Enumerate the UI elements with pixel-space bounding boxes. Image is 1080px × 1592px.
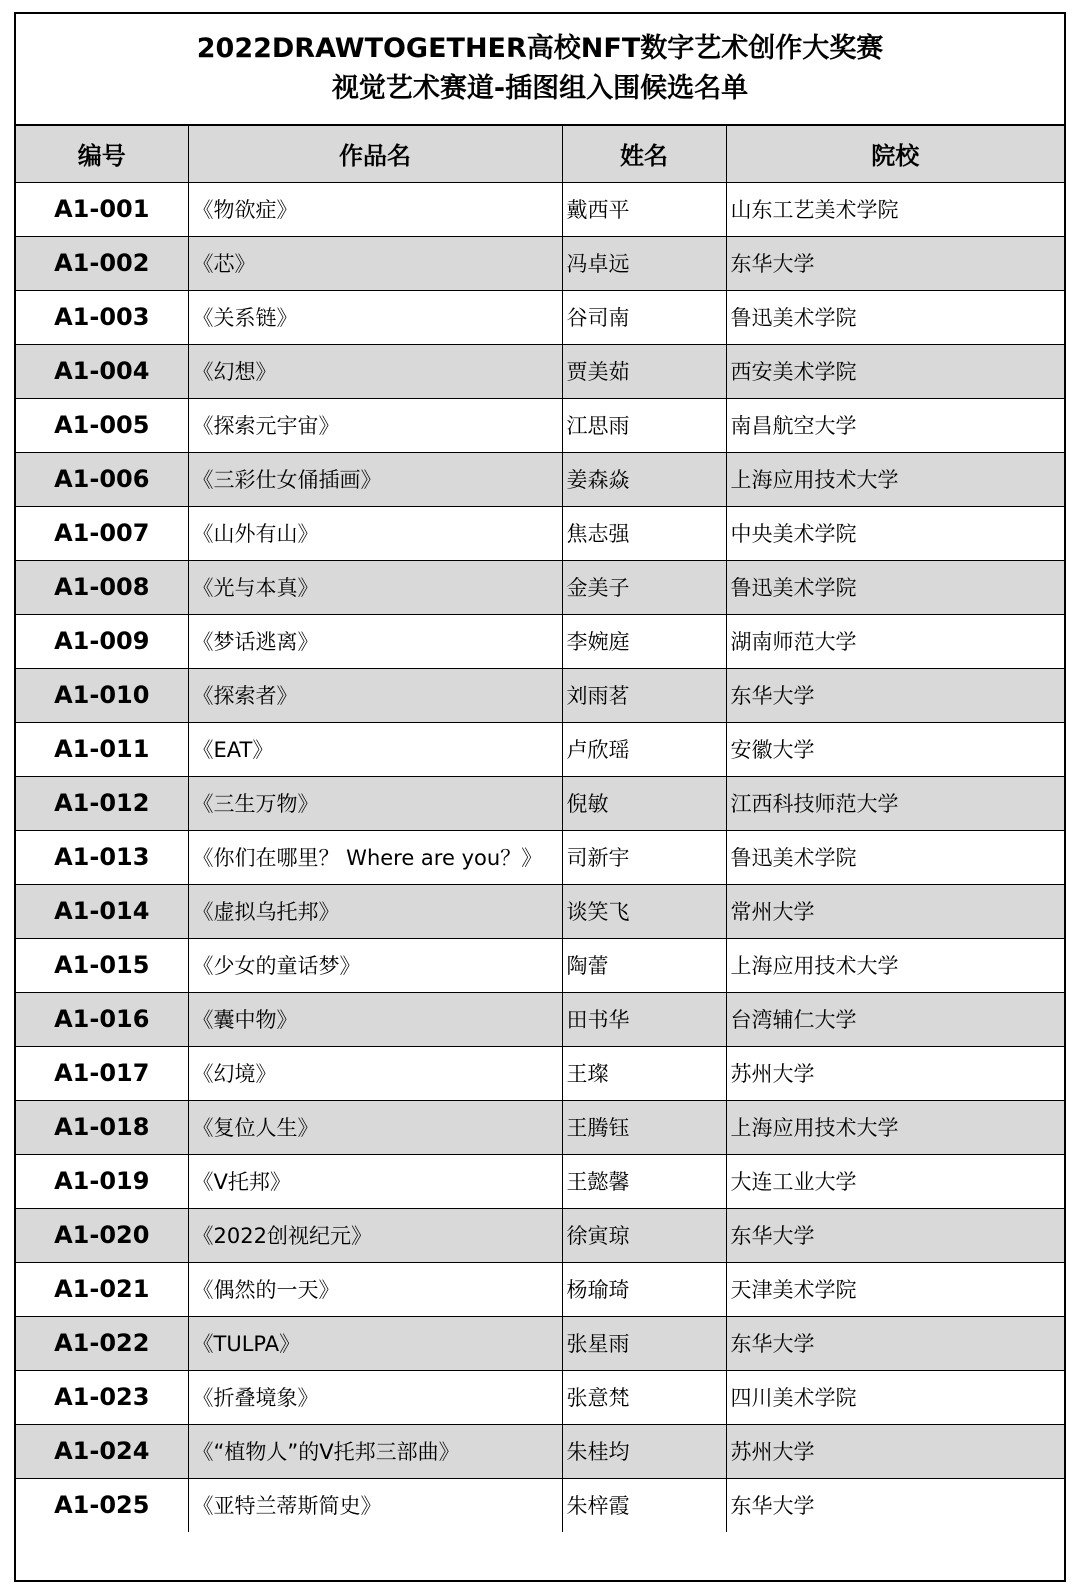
- table-row: [16, 1316, 1064, 1370]
- author-name: 戴西平: [562, 182, 726, 236]
- work-title: 《光与本真》: [188, 560, 562, 614]
- entry-id: A1-005: [16, 398, 188, 452]
- author-name: 朱桂均: [562, 1424, 726, 1478]
- school-name: 苏州大学: [726, 1424, 1064, 1478]
- school-name: 江西科技师范大学: [726, 776, 1064, 830]
- table-row: [16, 1262, 1064, 1316]
- header-name: 姓名: [562, 125, 726, 182]
- school-name: 南昌航空大学: [726, 398, 1064, 452]
- author-name: 徐寅琼: [562, 1208, 726, 1262]
- entry-id: A1-016: [16, 992, 188, 1046]
- entry-id: A1-012: [16, 776, 188, 830]
- header-work: 作品名: [188, 125, 562, 182]
- work-title: 《关系链》: [188, 290, 562, 344]
- school-name: 东华大学: [726, 1316, 1064, 1370]
- school-name: 中央美术学院: [726, 506, 1064, 560]
- table-row: [16, 560, 1064, 614]
- table-row: [16, 1046, 1064, 1100]
- school-name: 湖南师范大学: [726, 614, 1064, 668]
- table-row: [16, 722, 1064, 776]
- entry-id: A1-002: [16, 236, 188, 290]
- school-name: 常州大学: [726, 884, 1064, 938]
- work-title: 《复位人生》: [188, 1100, 562, 1154]
- entry-id: A1-006: [16, 452, 188, 506]
- entry-id: A1-003: [16, 290, 188, 344]
- author-name: 贾美茹: [562, 344, 726, 398]
- table-row: [16, 614, 1064, 668]
- work-title: 《折叠境象》: [188, 1370, 562, 1424]
- author-name: 李婉庭: [562, 614, 726, 668]
- candidate-list-sheet: [14, 12, 1066, 1582]
- work-title: 《梦话逃离》: [188, 614, 562, 668]
- work-title: 《少女的童话梦》: [188, 938, 562, 992]
- entry-id: A1-024: [16, 1424, 188, 1478]
- entry-id: A1-009: [16, 614, 188, 668]
- school-name: 天津美术学院: [726, 1262, 1064, 1316]
- work-title: 《TULPA》: [188, 1316, 562, 1370]
- work-title: 《2022创视纪元》: [188, 1208, 562, 1262]
- table-row: [16, 1100, 1064, 1154]
- work-title: 《V托邦》: [188, 1154, 562, 1208]
- table-row: [16, 938, 1064, 992]
- entry-id: A1-004: [16, 344, 188, 398]
- work-title: 《囊中物》: [188, 992, 562, 1046]
- entry-id: A1-018: [16, 1100, 188, 1154]
- school-name: 鲁迅美术学院: [726, 290, 1064, 344]
- work-title: 《EAT》: [188, 722, 562, 776]
- table-row: [16, 452, 1064, 506]
- author-name: 王腾钰: [562, 1100, 726, 1154]
- school-name: 苏州大学: [726, 1046, 1064, 1100]
- entry-id: A1-021: [16, 1262, 188, 1316]
- table-row: [16, 506, 1064, 560]
- school-name: 安徽大学: [726, 722, 1064, 776]
- entry-id: A1-019: [16, 1154, 188, 1208]
- table-row: [16, 668, 1064, 722]
- entry-id: A1-010: [16, 668, 188, 722]
- table-row: [16, 182, 1064, 236]
- title-block: [16, 14, 1064, 124]
- work-title: 《幻想》: [188, 344, 562, 398]
- author-name: 江思雨: [562, 398, 726, 452]
- table-row: [16, 290, 1064, 344]
- table-row: [16, 884, 1064, 938]
- entry-id: A1-008: [16, 560, 188, 614]
- author-name: 冯卓远: [562, 236, 726, 290]
- table-row: [16, 776, 1064, 830]
- entry-id: A1-011: [16, 722, 188, 776]
- author-name: 倪敏: [562, 776, 726, 830]
- table-row: [16, 236, 1064, 290]
- work-title: 《你们在哪里？ Where are you？》: [188, 830, 562, 884]
- author-name: 谈笑飞: [562, 884, 726, 938]
- entry-id: A1-001: [16, 182, 188, 236]
- table-row: [16, 830, 1064, 884]
- author-name: 卢欣瑶: [562, 722, 726, 776]
- header-id: 编号: [16, 125, 188, 182]
- author-name: 田书华: [562, 992, 726, 1046]
- author-name: 陶蕾: [562, 938, 726, 992]
- work-title: 《虚拟乌托邦》: [188, 884, 562, 938]
- school-name: 东华大学: [726, 1478, 1064, 1532]
- table-row: [16, 1424, 1064, 1478]
- work-title: 《探索元宇宙》: [188, 398, 562, 452]
- school-name: 大连工业大学: [726, 1154, 1064, 1208]
- school-name: 鲁迅美术学院: [726, 560, 1064, 614]
- work-title: 《三彩仕女俑插画》: [188, 452, 562, 506]
- work-title: 《探索者》: [188, 668, 562, 722]
- table-row: [16, 1370, 1064, 1424]
- author-name: 杨瑜琦: [562, 1262, 726, 1316]
- table-row: [16, 1154, 1064, 1208]
- entry-id: A1-007: [16, 506, 188, 560]
- title-line-2: 视觉艺术赛道-插图组入围候选名单: [331, 73, 749, 104]
- school-name: 东华大学: [726, 236, 1064, 290]
- entry-id: A1-020: [16, 1208, 188, 1262]
- school-name: 上海应用技术大学: [726, 1100, 1064, 1154]
- work-title: 《幻境》: [188, 1046, 562, 1100]
- entry-id: A1-014: [16, 884, 188, 938]
- entry-id: A1-015: [16, 938, 188, 992]
- work-title: 《亚特兰蒂斯简史》: [188, 1478, 562, 1532]
- table-body: [16, 182, 1064, 1532]
- work-title: 《偶然的一天》: [188, 1262, 562, 1316]
- entry-id: A1-017: [16, 1046, 188, 1100]
- author-name: 朱梓霞: [562, 1478, 726, 1532]
- work-title: 《芯》: [188, 236, 562, 290]
- entry-id: A1-022: [16, 1316, 188, 1370]
- school-name: 东华大学: [726, 1208, 1064, 1262]
- table-row: [16, 1478, 1064, 1532]
- school-name: 山东工艺美术学院: [726, 182, 1064, 236]
- school-name: 上海应用技术大学: [726, 938, 1064, 992]
- work-title: 《三生万物》: [188, 776, 562, 830]
- work-title: 《山外有山》: [188, 506, 562, 560]
- author-name: 张意梵: [562, 1370, 726, 1424]
- author-name: 王璨: [562, 1046, 726, 1100]
- table-header-row: [16, 125, 1064, 182]
- school-name: 东华大学: [726, 668, 1064, 722]
- school-name: 台湾辅仁大学: [726, 992, 1064, 1046]
- entry-id: A1-013: [16, 830, 188, 884]
- school-name: 四川美术学院: [726, 1370, 1064, 1424]
- author-name: 谷司南: [562, 290, 726, 344]
- author-name: 司新宇: [562, 830, 726, 884]
- author-name: 姜森焱: [562, 452, 726, 506]
- school-name: 西安美术学院: [726, 344, 1064, 398]
- header-school: 院校: [726, 125, 1064, 182]
- table-row: [16, 398, 1064, 452]
- table-row: [16, 992, 1064, 1046]
- author-name: 王懿馨: [562, 1154, 726, 1208]
- work-title: 《“植物人”的V托邦三部曲》: [188, 1424, 562, 1478]
- author-name: 金美子: [562, 560, 726, 614]
- school-name: 上海应用技术大学: [726, 452, 1064, 506]
- school-name: 鲁迅美术学院: [726, 830, 1064, 884]
- work-title: 《物欲症》: [188, 182, 562, 236]
- author-name: 张星雨: [562, 1316, 726, 1370]
- title-line-1: 2022DRAWTOGETHER高校NFT数字艺术创作大奖赛: [196, 33, 884, 64]
- author-name: 刘雨茗: [562, 668, 726, 722]
- candidate-table: [16, 124, 1064, 1532]
- author-name: 焦志强: [562, 506, 726, 560]
- entry-id: A1-023: [16, 1370, 188, 1424]
- entry-id: A1-025: [16, 1478, 188, 1532]
- table-row: [16, 344, 1064, 398]
- table-row: [16, 1208, 1064, 1262]
